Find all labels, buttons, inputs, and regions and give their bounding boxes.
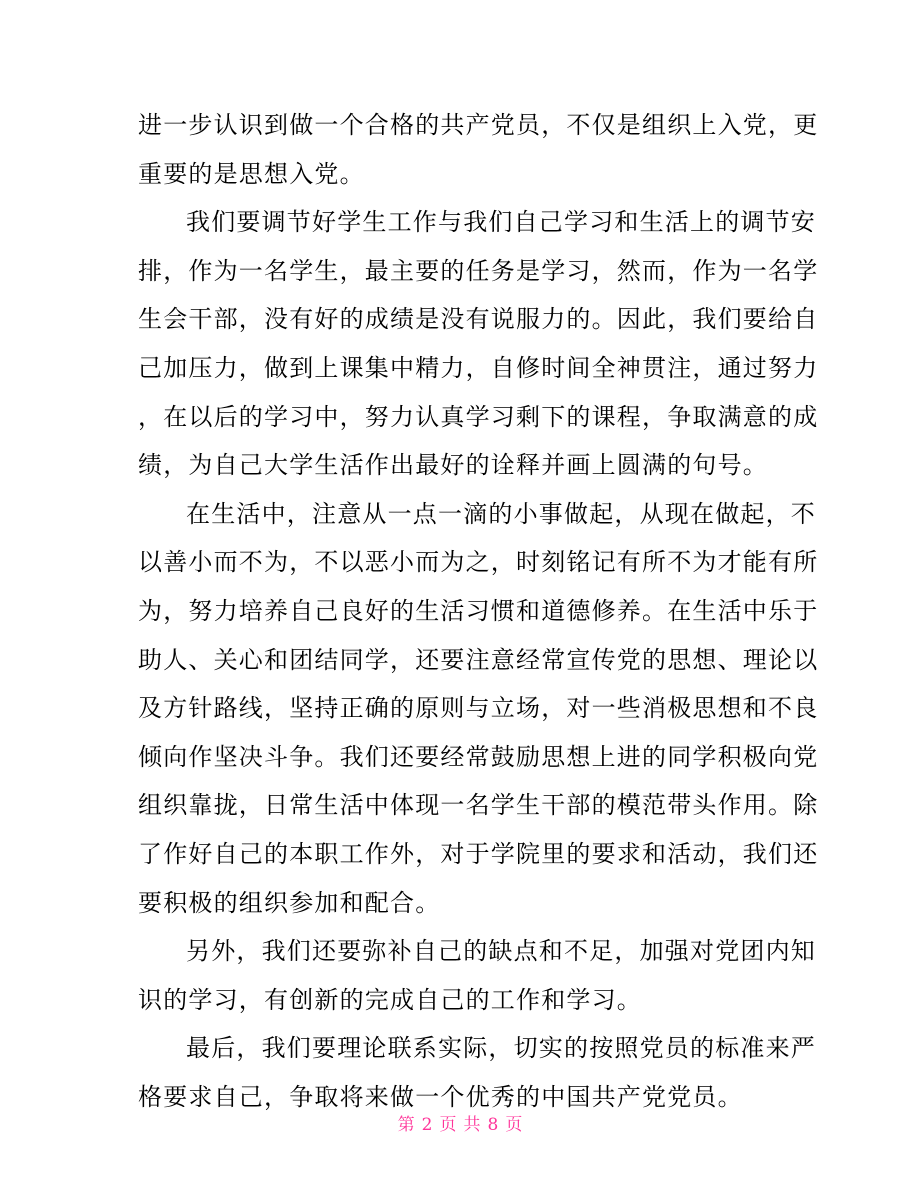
page-label-suffix: 页 [505,1115,523,1135]
page-label-prefix: 第 [397,1115,415,1135]
text-line: 我们要调节好学生工作与我们自己学习和生活上的调节安 [186,208,816,237]
page-label-mid: 页 [439,1115,457,1135]
text-line: 在生活中，注意从一点一滴的小事做起，从现在做起，不 [186,499,816,528]
paragraph-4 [138,927,816,1024]
text-line: 进一步认识到做一个合格的共产党员，不仅是组织上入党，更 [138,111,819,139]
text-line: 识的学习，有创新的完成自己的工作和学习。 [138,985,642,1014]
text-line: 最后，我们要理论联系实际，切实的按照党员的标准来严 [186,1034,816,1063]
paragraph-5 [138,1024,816,1121]
text-line: 以善小而不为，不以恶小而为之，时刻铭记有所不为才能有所 [138,548,819,577]
text-line: 格要求自己，争取将来做一个优秀的中国共产党党员。 [138,1082,743,1111]
page-footer [0,1113,920,1137]
page-total-label: 共 [463,1115,481,1135]
text-line: 己加压力，做到上课集中精力，自修时间全神贯注，通过努力 [138,353,819,382]
paragraph-3 [138,490,819,927]
text-line: 了作好自己的本职工作外，对于学院里的要求和活动，我们还 [138,839,819,868]
document-body [138,101,819,1121]
paragraph-2 [138,198,819,490]
page-current: 2 [421,1115,433,1135]
text-line: 要积极的组织参加和配合。 [138,888,441,917]
text-line: 及方针路线，坚持正确的原则与立场，对一些消极思想和不良 [138,694,819,723]
text-line: 排，作为一名学生，最主要的任务是学习，然而，作为一名学 [138,256,819,285]
text-line: ，在以后的学习中，努力认真学习剩下的课程，争取满意的成 [138,402,819,431]
text-line: 另外，我们还要弥补自己的缺点和不足，加强对党团内知 [186,937,816,966]
text-line: 重要的是思想入党。 [138,159,365,188]
text-line: 助人、关心和团结同学，还要注意经常宣传党的思想、理论以 [138,645,819,674]
paragraph-1 [138,101,819,198]
text-line: 绩，为自己大学生活作出最好的诠释并画上圆满的句号。 [138,451,768,480]
text-line: 为，努力培养自己良好的生活习惯和道德修养。在生活中乐于 [138,596,819,625]
text-line: 组织靠拢，日常生活中体现一名学生干部的模范带头作用。除 [138,791,819,820]
text-line: 倾向作坚决斗争。我们还要经常鼓励思想上进的同学积极向党 [138,742,819,771]
page-total: 8 [487,1115,499,1135]
text-line: 生会干部，没有好的成绩是没有说服力的。因此，我们要给自 [138,305,819,334]
